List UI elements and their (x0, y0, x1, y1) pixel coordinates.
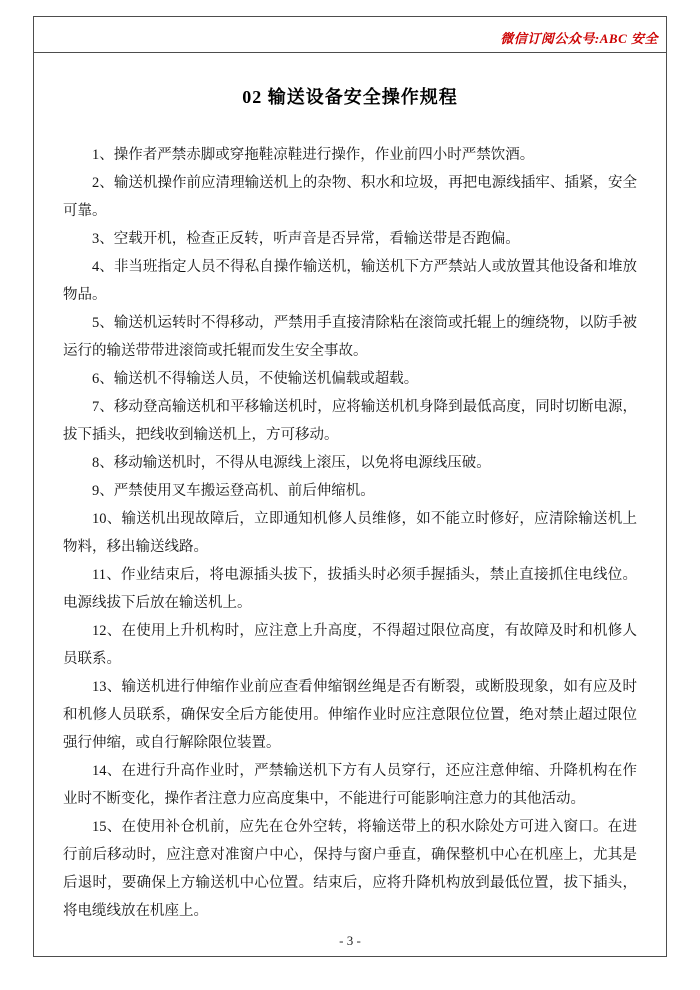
paragraph-6: 6、输送机不得输送人员，不使输送机偏载或超载。 (92, 371, 419, 387)
paragraph-2: 2、输送机操作前应清理输送机上的杂物、积水和垃圾，再把电源线插牢、插紧，安全可靠。 (63, 175, 637, 219)
watermark-text: 微信订阅公众号:ABC 安全 (500, 31, 658, 46)
paragraph-7: 7、移动登高输送机和平移输送机时，应将输送机机身降到最低高度，同时切断电源，拔下插头，把线收到输送机上，方可移动。 (63, 399, 637, 443)
paragraph-12: 12、在使用上升机构时，应注意上升高度，不得超过限位高度，有故障及时和机修人员联系。 (63, 623, 637, 667)
document-title: 02 输送设备安全操作规程 (242, 87, 458, 107)
page-header (34, 17, 666, 53)
paragraph-3: 3、空载开机，检查正反转，听声音是否异常，看输送带是否跑偏。 (92, 231, 520, 247)
paragraph-10: 10、输送机出现故障后，立即通知机修人员维修，如不能立时修好，应清除输送机上物料，移出输送线路。 (63, 511, 637, 555)
page-border-frame (33, 16, 667, 957)
paragraph-9: 9、严禁使用叉车搬运登高机、前后伸缩机。 (92, 483, 375, 499)
paragraph-14: 14、在进行升高作业时，严禁输送机下方有人员穿行，还应注意伸缩、升降机构在作业时不断变化，操作者注意力应高度集中，不能进行可能影响注意力的其他活动。 (63, 763, 637, 807)
paragraph-13: 13、输送机进行伸缩作业前应查看伸缩钢丝绳是否有断裂，或断股现象，如有应及时和机修人员联系，确保安全后方能使用。伸缩作业时应注意限位位置，绝对禁止超过限位强行伸缩，或自行解除限位装置。 (63, 679, 637, 751)
paragraph-4: 4、非当班指定人员不得私自操作输送机，输送机下方严禁站人或放置其他设备和堆放物品。 (63, 259, 637, 303)
page-number: - 3 - (339, 933, 361, 948)
document-content (63, 53, 637, 925)
paragraph-1: 1、操作者严禁赤脚或穿拖鞋凉鞋进行操作，作业前四小时严禁饮酒。 (92, 147, 535, 163)
paragraph-8: 8、移动输送机时，不得从电源线上滚压，以免将电源线压破。 (92, 455, 491, 471)
page-footer (34, 933, 666, 949)
paragraph-5: 5、输送机运转时不得移动，严禁用手直接清除粘在滚筒或托辊上的缠绕物，以防手被运行的输送带带进滚筒或托辊而发生安全事故。 (63, 315, 637, 359)
paragraph-11: 11、作业结束后，将电源插头拔下，拔插头时必须手握插头，禁止直接抓住电线位。电源线拔下后放在输送机上。 (63, 567, 637, 611)
paragraph-15: 15、在使用补仓机前，应先在仓外空转，将输送带上的积水除处方可进入窗口。在进行前后移动时，应注意对准窗户中心，保持与窗户垂直，确保整机中心在机座上，尤其是后退时，要确保上方输送机中心位置。结束后，应将升降机构放到最低位置，拔下插头，将电缆线放在机座上。 (63, 819, 637, 919)
